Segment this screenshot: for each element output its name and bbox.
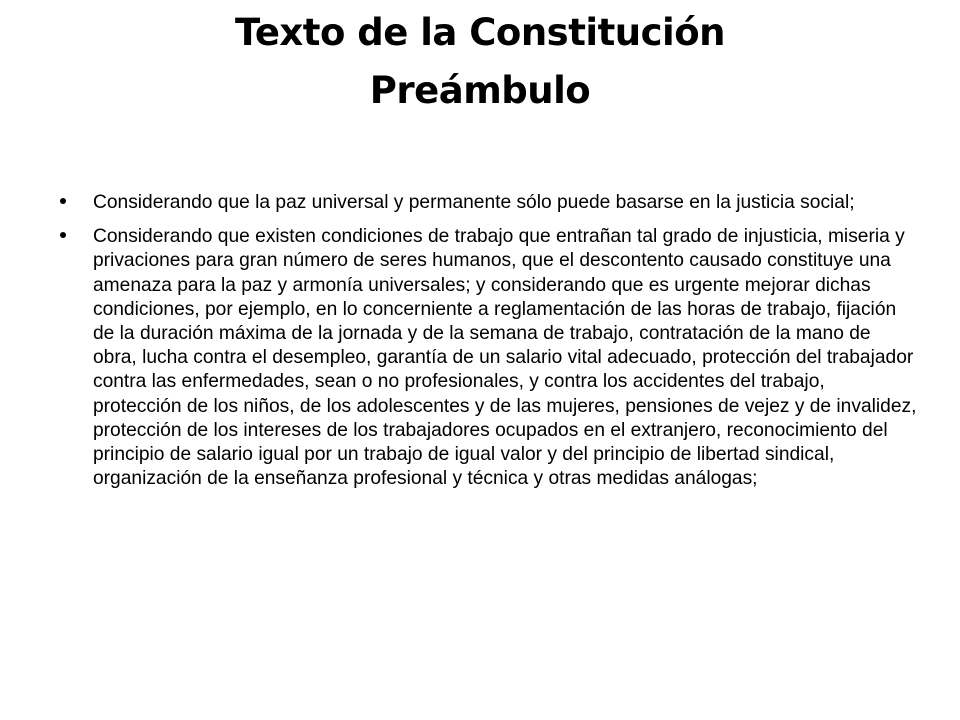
slide-content (58, 191, 918, 501)
bullet-item-1 (58, 191, 918, 215)
title-line-main: Texto de la Constitución (235, 11, 725, 54)
bullet-item-2 (58, 225, 918, 491)
bullet-text: Considerando que existen condiciones de trabajo que entrañan tal grado de injusticia, miseria y privaciones para gran número de seres humanos, que el descontento causado constituye una amenaza para la paz y armonía universales; y considerando que es urgente mejorar dichas condiciones, por ejemplo, en lo concerniente a reglamentación de las horas de trabajo, fijación de la duración máxima de la jornada y de la semana de trabajo, contratación de la mano de obra, lucha contra el desempleo, garantía de un salario vital adecuado, protección del trabajador contra las enfermedades, sean o no profesionales, y contra los accidentes del trabajo, protección de los niños, de los adolescentes y de las mujeres, pensiones de vejez y de invalidez, protección de los intereses de los trabajadores ocupados en el extranjero, reconocimiento del principio de salario igual por un trabajo de igual valor y del principio de libertad sindical, organización de la enseñanza profesional y técnica y otras medidas análogas; (93, 226, 917, 490)
slide-title (60, 4, 900, 120)
bullet-dot-icon (60, 232, 66, 238)
title-line-subtitle: Preámbulo (369, 69, 591, 112)
bullet-text: Considerando que la paz universal y permanente sólo puede basarse en la justicia social; (93, 192, 855, 213)
bullet-dot-icon (60, 198, 66, 204)
bullet-list (58, 191, 918, 491)
